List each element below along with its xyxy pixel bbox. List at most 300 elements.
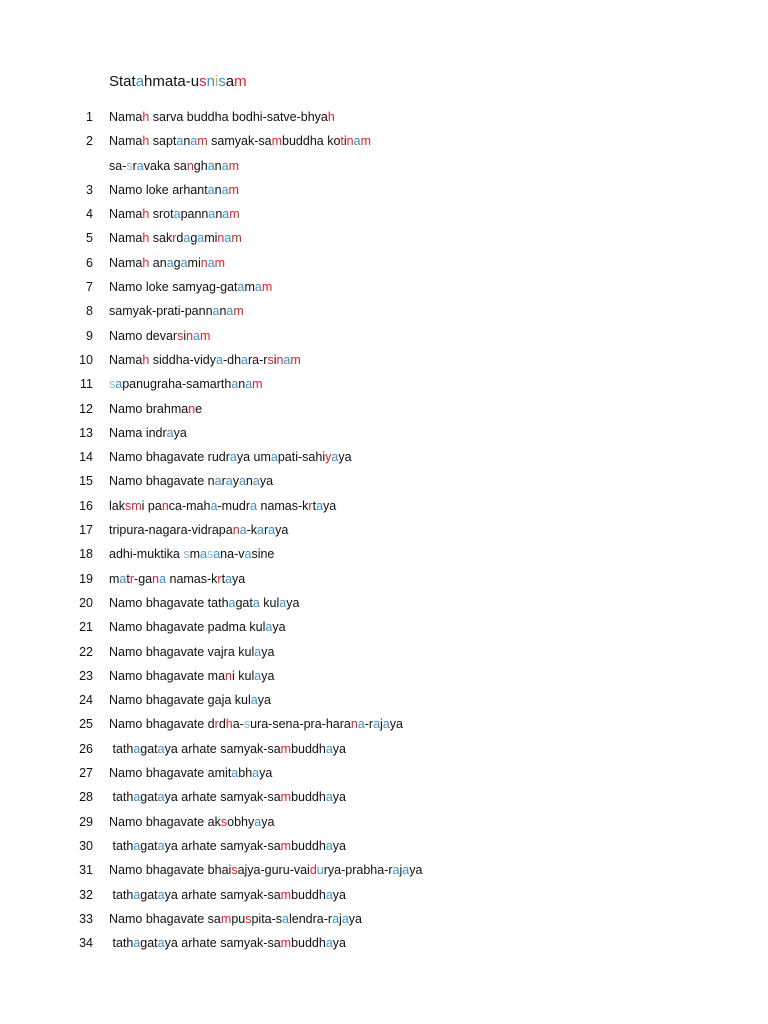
text-segment: a: [254, 280, 262, 295]
line-text: [109, 447, 352, 467]
text-segment: ya: [348, 911, 362, 926]
line-text: [109, 739, 346, 759]
text-segment: ya arhate samyak-sa: [164, 741, 281, 756]
text-segment: Namo bhagavate ma: [109, 668, 226, 683]
text-segment: a: [224, 231, 232, 246]
mantra-line: [0, 228, 768, 252]
text-segment: n: [232, 523, 240, 538]
text-segment: i: [183, 328, 187, 343]
mantra-line: [0, 569, 768, 593]
text-segment: a: [250, 693, 258, 708]
line-number: 25: [79, 717, 93, 732]
mantra-line: [0, 836, 768, 860]
text-segment: a: [254, 814, 262, 829]
text-segment: h: [142, 134, 150, 149]
text-segment: samyak-sa: [207, 134, 272, 149]
text-segment: n: [186, 328, 194, 343]
text-segment: ya: [173, 425, 187, 440]
text-segment: buddha ko: [282, 134, 341, 149]
text-segment: ca-mah: [168, 498, 211, 513]
text-segment: a: [283, 352, 291, 367]
text-segment: ya: [323, 498, 337, 513]
text-segment: namas-k: [166, 571, 218, 586]
text-segment: a: [135, 73, 145, 90]
text-segment: ya: [275, 523, 289, 538]
text-segment: a: [325, 790, 333, 805]
line-number: 9: [86, 328, 93, 343]
text-segment: a: [207, 182, 215, 197]
text-segment: a: [133, 790, 141, 805]
text-segment: a: [208, 207, 216, 222]
text-segment: h: [142, 231, 150, 246]
text-segment: a: [331, 450, 339, 465]
text-segment: gat: [140, 741, 158, 756]
text-segment: an: [149, 255, 167, 270]
text-segment: s: [218, 73, 226, 90]
text-segment: i kul: [232, 668, 255, 683]
text-segment: r: [132, 158, 137, 173]
text-segment: s: [183, 547, 190, 562]
mantra-line: [0, 204, 768, 228]
text-segment: gh: [193, 158, 208, 173]
mantra-line: [0, 642, 768, 666]
line-text: [109, 836, 346, 856]
line-text: [109, 228, 242, 248]
text-segment: a: [257, 523, 264, 538]
text-segment: m: [234, 73, 247, 90]
mantra-line: [0, 447, 768, 471]
text-segment: n: [206, 73, 215, 90]
text-segment: namas-k: [257, 498, 309, 513]
text-segment: gat: [140, 936, 158, 951]
text-segment: s: [231, 863, 238, 878]
text-segment: a: [392, 863, 400, 878]
text-segment: a: [210, 498, 218, 513]
text-segment: a: [265, 620, 273, 635]
text-segment: -dh: [222, 352, 242, 367]
line-text: [109, 617, 286, 637]
line-text: [109, 593, 299, 613]
text-segment: a: [133, 741, 141, 756]
text-segment: gat: [140, 838, 158, 853]
line-text: [109, 301, 244, 321]
mantra-line: [0, 909, 768, 933]
text-segment: n: [214, 182, 222, 197]
text-segment: Namo bhagavate amit: [109, 766, 232, 781]
text-segment: ya: [259, 474, 274, 489]
text-segment: m: [228, 158, 239, 173]
line-text: [109, 642, 274, 662]
line-number: 16: [79, 498, 93, 513]
line-number: 29: [79, 814, 93, 829]
line-text: [109, 520, 288, 540]
text-segment: a: [173, 207, 181, 222]
text-segment: t: [221, 571, 226, 586]
mantra-line: [0, 374, 768, 398]
text-segment: a: [252, 474, 260, 489]
line-text: [109, 909, 362, 929]
text-segment: d: [309, 863, 317, 878]
line-text: [109, 885, 346, 905]
text-segment: a: [252, 766, 260, 781]
text-segment: m: [220, 911, 232, 926]
text-segment: m: [280, 790, 292, 805]
text-segment: a: [332, 911, 340, 926]
text-segment: ya: [409, 863, 423, 878]
text-segment: m: [231, 231, 242, 246]
line-text: [109, 156, 239, 176]
text-segment: tath: [109, 887, 134, 902]
text-segment: a: [382, 717, 390, 732]
text-segment: a: [197, 231, 205, 246]
line-number: 13: [79, 425, 93, 440]
line-text: [109, 544, 274, 564]
mantra-line: [0, 326, 768, 350]
text-segment: a: [115, 377, 123, 392]
text-segment: n: [152, 571, 160, 586]
text-segment: Namo bhagavate gaja kul: [109, 693, 251, 708]
line-text: [109, 812, 274, 832]
line-number: 2: [86, 134, 93, 149]
mantra-line: [0, 593, 768, 617]
text-segment: ya: [286, 595, 300, 610]
text-segment: Namo bhagavate bhai: [109, 863, 232, 878]
text-segment: a: [225, 474, 233, 489]
text-segment: a: [157, 790, 165, 805]
text-segment: h: [225, 717, 233, 732]
mantra-line: [0, 131, 768, 155]
line-text: [109, 787, 346, 807]
line-number: 15: [79, 474, 93, 489]
text-segment: ya: [232, 571, 246, 586]
line-number: 21: [79, 620, 93, 635]
text-segment: a: [228, 595, 236, 610]
text-segment: a: [157, 741, 165, 756]
text-segment: tath: [109, 838, 134, 853]
text-segment: Namo bhagavate vajra kul: [109, 644, 255, 659]
text-segment: a: [373, 717, 381, 732]
line-text: [109, 763, 272, 783]
line-number: 27: [79, 766, 93, 781]
text-segment: tripura-nagara-vidrapa: [109, 523, 233, 538]
line-text: [109, 131, 371, 151]
text-segment: n: [214, 158, 222, 173]
text-segment: m: [360, 134, 371, 149]
text-segment: ura-sena-pra-hara: [250, 717, 351, 732]
text-segment: t: [312, 498, 317, 513]
line-number: 33: [79, 911, 93, 926]
text-segment: Nama: [109, 207, 143, 222]
text-segment: n: [350, 717, 358, 732]
text-segment: ya: [332, 887, 346, 902]
text-segment: pati-sahi: [277, 450, 326, 465]
text-segment: obhy: [227, 814, 255, 829]
text-segment: ya arhate samyak-sa: [164, 887, 281, 902]
text-segment: gat: [235, 595, 253, 610]
text-segment: a: [180, 255, 188, 270]
text-segment: a: [190, 134, 198, 149]
text-segment: ya arhate samyak-sa: [164, 838, 281, 853]
text-segment: a: [252, 595, 260, 610]
text-segment: n: [217, 231, 225, 246]
text-segment: sapt: [149, 134, 177, 149]
text-segment: a: [245, 377, 253, 392]
text-segment: vaka sa: [143, 158, 187, 173]
mantra-line: [0, 739, 768, 763]
text-segment: a: [221, 182, 229, 197]
text-segment: ya: [261, 668, 275, 683]
text-segment: a-: [232, 717, 244, 732]
text-segment: y: [232, 474, 239, 489]
line-number: 19: [79, 571, 93, 586]
line-number: 8: [86, 304, 93, 319]
text-segment: a: [270, 450, 278, 465]
text-segment: a: [254, 668, 262, 683]
text-segment: Nama: [109, 255, 143, 270]
line-number: 7: [86, 280, 93, 295]
line-number: 31: [79, 863, 93, 878]
text-segment: a: [222, 207, 230, 222]
line-number: 32: [79, 887, 93, 902]
text-segment: m: [200, 328, 211, 343]
text-segment: a: [200, 547, 207, 562]
text-segment: g: [173, 255, 181, 270]
text-segment: buddh: [291, 887, 326, 902]
text-segment: s: [245, 911, 252, 926]
text-segment: ya: [261, 814, 275, 829]
text-segment: a: [212, 304, 220, 319]
text-segment: m: [244, 280, 255, 295]
text-segment: Namo loke arhant: [109, 182, 208, 197]
text-segment: ya: [332, 838, 346, 853]
text-segment: a: [279, 595, 287, 610]
text-segment: m: [214, 255, 226, 270]
text-segment: t: [340, 134, 344, 149]
line-text: [109, 471, 273, 491]
text-segment: -mudr: [217, 498, 251, 513]
mantra-line: [0, 860, 768, 884]
text-segment: h: [142, 110, 150, 124]
mantra-line: [0, 690, 768, 714]
text-segment: a: [244, 547, 252, 562]
text-segment: j: [380, 717, 383, 732]
text-segment: sine: [251, 547, 275, 562]
text-segment: a: [357, 717, 365, 732]
text-segment: t: [126, 571, 130, 586]
text-segment: i: [273, 352, 277, 367]
text-segment: r: [217, 571, 222, 586]
text-segment: j: [339, 911, 342, 926]
mantra-line: [0, 763, 768, 787]
mantra-line: [0, 180, 768, 204]
text-segment: panugraha-samarth: [122, 377, 232, 392]
text-segment: a: [207, 158, 215, 173]
text-segment: pita-s: [251, 911, 283, 926]
text-segment: a: [166, 255, 174, 270]
text-segment: tath: [109, 741, 134, 756]
text-segment: n: [238, 377, 246, 392]
text-segment: a: [133, 936, 141, 951]
text-segment: a: [402, 863, 410, 878]
text-segment: a: [268, 523, 276, 538]
text-segment: a: [221, 158, 229, 173]
text-segment: m: [280, 741, 292, 756]
mantra-line: [0, 423, 768, 447]
text-segment: sa-: [109, 158, 127, 173]
text-segment: n: [186, 158, 194, 173]
mantra-line: [0, 933, 768, 957]
text-segment: a: [325, 887, 333, 902]
text-segment: a: [225, 73, 235, 90]
text-segment: a: [136, 158, 144, 173]
text-segment: r: [221, 474, 226, 489]
text-segment: -ga: [134, 571, 153, 586]
text-segment: h: [142, 207, 150, 222]
text-segment: buddh: [291, 741, 326, 756]
text-segment: a: [229, 450, 237, 465]
mantra-line: [0, 496, 768, 520]
text-segment: a: [216, 352, 223, 367]
text-segment: ajya-guru-vai: [237, 863, 310, 878]
text-segment: Namo loke samyag-gat: [109, 280, 238, 295]
text-segment: a: [254, 644, 262, 659]
mantra-line: [0, 520, 768, 544]
text-segment: s: [177, 328, 184, 343]
mantra-line: [0, 107, 768, 131]
text-segment: a: [214, 474, 222, 489]
text-segment: Nama: [109, 134, 143, 149]
text-segment: a: [176, 134, 184, 149]
text-segment: a: [119, 571, 127, 586]
text-segment: m: [252, 377, 263, 392]
text-segment: a: [325, 936, 333, 951]
text-segment: h: [327, 110, 335, 124]
text-segment: buddh: [291, 936, 326, 951]
line-text: [109, 350, 301, 370]
text-segment: hmata-u: [144, 73, 200, 90]
line-number: 30: [79, 838, 93, 853]
text-segment: m: [109, 571, 120, 586]
line-number: 14: [79, 450, 93, 465]
text-segment: a: [341, 911, 349, 926]
text-segment: m: [280, 936, 292, 951]
line-text: [109, 666, 274, 686]
mantra-line: [0, 156, 768, 180]
text-segment: rya-prabha-r: [323, 863, 393, 878]
mantra-line: [0, 350, 768, 374]
text-segment: pu: [231, 911, 246, 926]
text-segment: a: [325, 741, 333, 756]
mantra-line: [0, 399, 768, 423]
line-text: [109, 423, 187, 443]
line-number: 4: [86, 207, 93, 222]
mantra-line-list: [0, 107, 768, 957]
text-segment: Namo devar: [109, 328, 178, 343]
text-segment: r: [263, 523, 269, 538]
text-segment: samyak-prati-pann: [109, 304, 213, 319]
text-segment: ya: [389, 717, 403, 732]
text-segment: kul: [259, 595, 280, 610]
text-segment: tath: [109, 936, 134, 951]
text-segment: sak: [149, 231, 173, 246]
text-segment: a: [193, 328, 201, 343]
text-segment: r: [172, 231, 177, 246]
text-segment: Namo bhagavate tath: [109, 595, 229, 610]
text-segment: Nama: [109, 110, 143, 124]
text-segment: m: [290, 352, 301, 367]
text-segment: ya: [332, 936, 346, 951]
text-segment: m: [280, 887, 292, 902]
text-segment: Namo bhagavate padma kul: [109, 620, 266, 635]
text-segment: u: [316, 863, 324, 878]
text-segment: n: [188, 401, 196, 416]
text-segment: a: [133, 838, 141, 853]
text-segment: h: [142, 255, 150, 270]
text-segment: m: [261, 280, 273, 295]
line-number: 18: [79, 547, 93, 562]
text-segment: a: [231, 766, 239, 781]
text-segment: ya: [261, 644, 275, 659]
text-segment: ya: [332, 790, 346, 805]
text-segment: a: [238, 474, 246, 489]
text-segment: pann: [180, 207, 209, 222]
text-segment: a: [282, 911, 289, 926]
mantra-line: [0, 301, 768, 325]
text-segment: a: [166, 425, 174, 440]
line-text: [109, 496, 336, 516]
text-segment: ya: [332, 741, 346, 756]
text-segment: s: [199, 73, 207, 90]
line-number: 12: [79, 401, 93, 416]
text-segment: a: [159, 571, 167, 586]
text-segment: g: [190, 231, 198, 246]
line-number: 11: [80, 377, 93, 392]
line-number: 23: [79, 668, 93, 683]
text-segment: d: [218, 717, 226, 732]
text-segment: Namo bhagavate n: [109, 474, 215, 489]
line-text: [109, 714, 403, 734]
line-text: [109, 569, 245, 589]
text-segment: m: [189, 547, 201, 562]
text-segment: buddh: [291, 790, 326, 805]
text-segment: n: [276, 352, 284, 367]
text-segment: a: [325, 838, 333, 853]
text-segment: i: [214, 73, 219, 90]
text-segment: -k: [246, 523, 258, 538]
line-text: [109, 180, 239, 200]
text-segment: a: [231, 377, 239, 392]
text-segment: ya: [338, 450, 352, 465]
line-text: [109, 374, 263, 394]
line-number: 22: [79, 644, 93, 659]
text-segment: Namo bhagavate d: [109, 717, 215, 732]
text-segment: a: [250, 498, 258, 513]
mantra-line: [0, 714, 768, 738]
text-segment: n: [346, 134, 354, 149]
text-segment: mi: [204, 231, 218, 246]
line-text: [109, 860, 422, 880]
text-segment: ra-r: [247, 352, 268, 367]
text-segment: a: [226, 304, 234, 319]
line-text: [109, 690, 271, 710]
text-segment: s: [206, 547, 214, 562]
mantra-line: [0, 617, 768, 641]
text-segment: r: [214, 717, 219, 732]
text-segment: sarva buddha bodhi-satve-bhya: [149, 110, 328, 124]
mantra-line: [0, 253, 768, 277]
mantra-line: [0, 885, 768, 909]
line-text: [109, 253, 225, 273]
